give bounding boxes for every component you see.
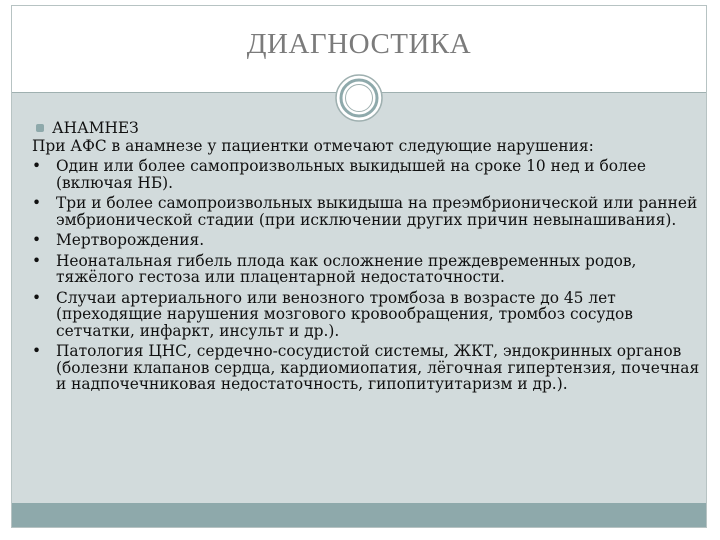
bullet-dot: • — [32, 157, 42, 175]
list-item-text: Один или более самопроизвольных выкидышей на сроке 10 нед и более (включая НБ). — [56, 157, 646, 192]
list-item-text: Патология ЦНС, сердечно-сосудистой системы, ЖКТ, эндокринных органов (болезни клапанов сердца, кардиомиопатия, лёгочная гипертензия, почечная и надпочечниковая недостаточность, гипопитуитаризм и др.). — [56, 342, 700, 393]
bullet-dot: • — [32, 231, 42, 249]
list-item — [32, 290, 702, 340]
list-item — [32, 343, 702, 393]
bullet-dot: • — [32, 288, 42, 307]
list-item-text: Мертворождения. — [56, 231, 205, 249]
list-item-text: Неонатальная гибель плода как осложнение преждевременных родов, тяжёлого гестоза или плацентарной недостаточности. — [56, 251, 637, 286]
ring-emblem-icon — [334, 73, 384, 123]
intro-line: При АФС в анамнезе у пациентки отмечают следующие нарушения: — [32, 136, 594, 155]
section-heading — [32, 120, 702, 137]
list-item — [32, 158, 702, 191]
list-item — [32, 232, 702, 249]
list-item — [32, 195, 702, 228]
list-item-text: Случаи артериального или венозного тромбоза в возрасте до 45 лет (преходящие нарушения мозгового кровообращения, тромбоз сосудов сетчатки, инфаркт, инсульт и др.). — [56, 288, 633, 340]
bullet-list — [32, 158, 702, 393]
list-item — [32, 253, 702, 286]
bullet-dot: • — [32, 251, 42, 270]
section-heading-label: АНАМНЕЗ — [52, 119, 139, 137]
list-item-text: Три и более самопроизвольных выкидыша на преэмбрионической или ранней эмбрионической стадии (при исключении других причин невынашивания). — [56, 194, 698, 229]
square-bullet-icon — [36, 124, 44, 132]
body-text — [32, 120, 702, 397]
bullet-dot: • — [32, 194, 42, 212]
bullet-dot: • — [32, 342, 42, 360]
slide-title: ДИАГНОСТИКА — [246, 28, 472, 60]
